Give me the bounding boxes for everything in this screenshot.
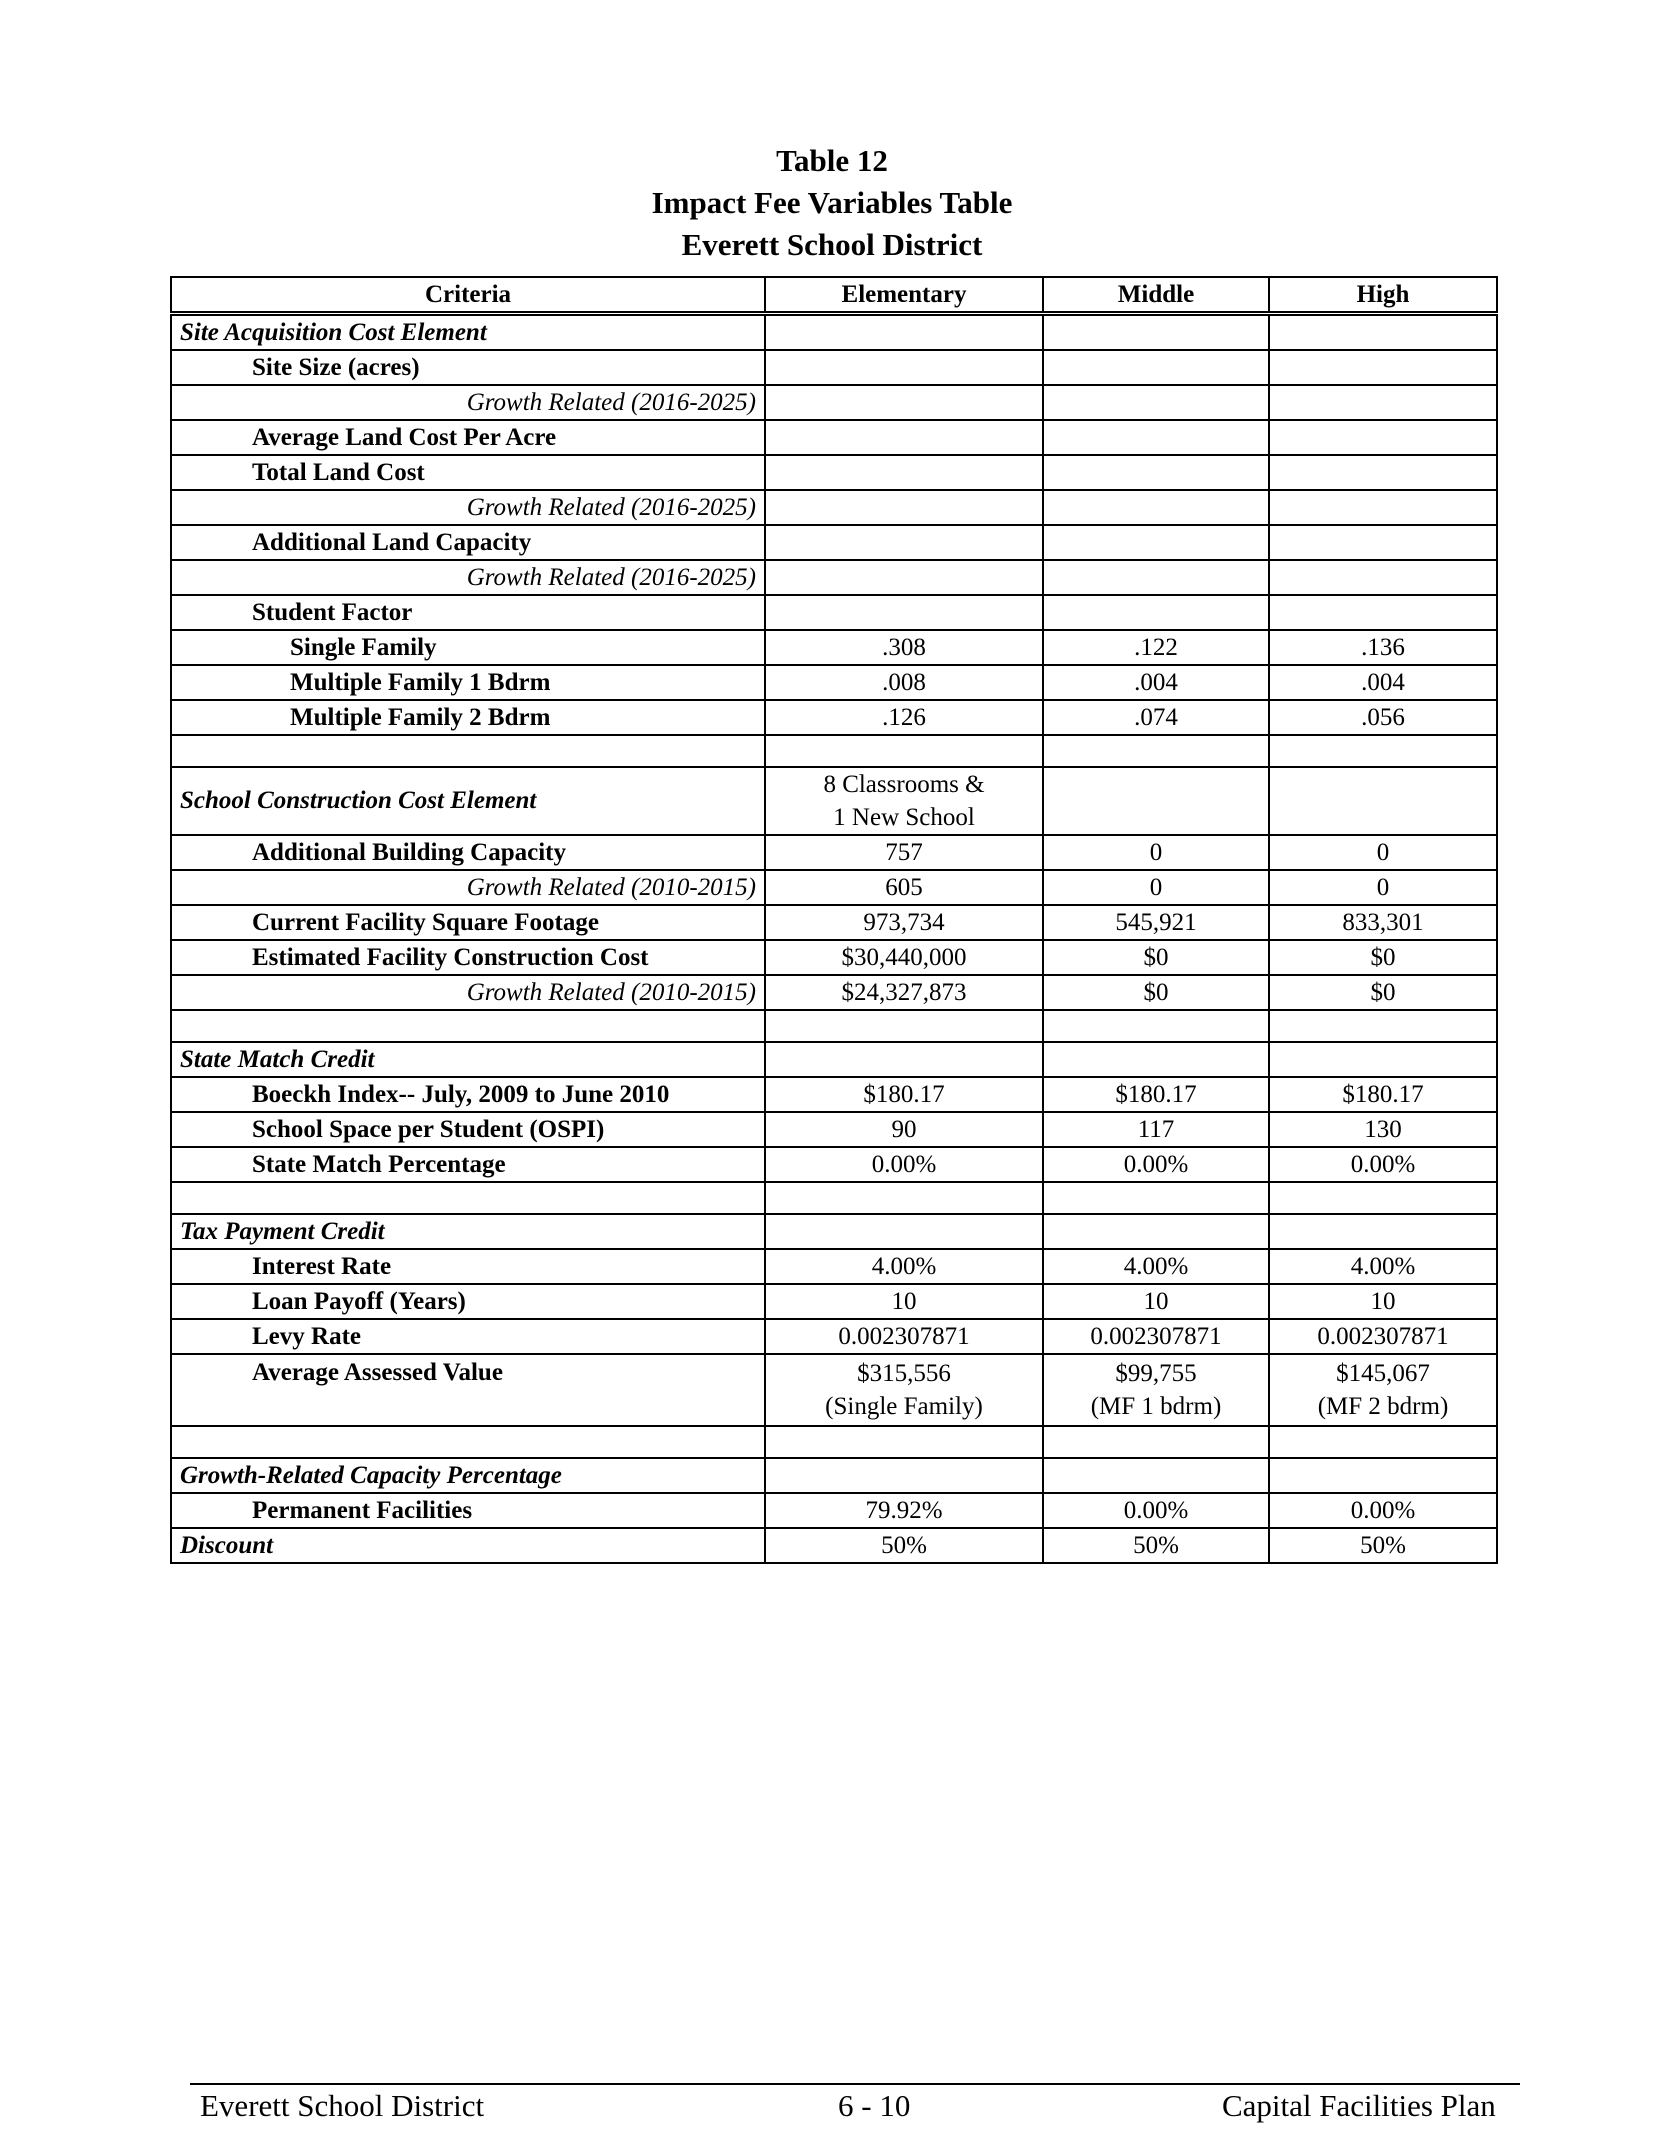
- cell-middle: 0.00%: [1043, 1493, 1269, 1528]
- cell-high: 0: [1269, 835, 1497, 870]
- cell-middle: 117: [1043, 1112, 1269, 1147]
- spacer-row: [171, 1010, 1497, 1042]
- table-row: [171, 1042, 1497, 1077]
- cell-high: 0: [1269, 870, 1497, 905]
- cell-high: [1269, 1354, 1497, 1426]
- cell-elementary: 50%: [765, 1528, 1043, 1563]
- title-block: [0, 140, 1664, 266]
- row-label: Additional Building Capacity: [171, 835, 765, 870]
- cell-high: .136: [1269, 630, 1497, 665]
- section-state-match: State Match Credit: [171, 1042, 765, 1077]
- header-elementary: Elementary: [765, 277, 1043, 314]
- row-label: Interest Rate: [171, 1249, 765, 1284]
- row-label: Current Facility Square Footage: [171, 905, 765, 940]
- row-label: Levy Rate: [171, 1319, 765, 1354]
- cell-elementary: $24,327,873: [765, 975, 1043, 1010]
- cell-elementary: 605: [765, 870, 1043, 905]
- table-row: [171, 420, 1497, 455]
- cell-middle: $0: [1043, 975, 1269, 1010]
- cell-high: 130: [1269, 1112, 1497, 1147]
- row-label: Boeckh Index-- July, 2009 to June 2010: [171, 1077, 765, 1112]
- cell-high: $0: [1269, 940, 1497, 975]
- footer-left: Everett School District: [200, 2088, 485, 2123]
- cell-elementary: 973,734: [765, 905, 1043, 940]
- cell-elementary: 0.002307871: [765, 1319, 1043, 1354]
- table-row: [171, 870, 1497, 905]
- table-row: [171, 767, 1497, 835]
- cell-elementary: 0.00%: [765, 1147, 1043, 1182]
- cell-high: $0: [1269, 975, 1497, 1010]
- section-growth-capacity: Growth-Related Capacity Percentage: [171, 1458, 765, 1493]
- impact-fee-table: [170, 276, 1496, 1564]
- table-row: [171, 700, 1497, 735]
- footer-right: Capital Facilities Plan: [1222, 2088, 1496, 2123]
- table-row: [171, 314, 1497, 351]
- cell-line: (MF 1 bdrm): [1090, 1393, 1222, 1420]
- table-row: [171, 1528, 1497, 1563]
- row-label: Loan Payoff (Years): [171, 1284, 765, 1319]
- table-row: [171, 1112, 1497, 1147]
- cell-elementary: $30,440,000: [765, 940, 1043, 975]
- row-label: Average Assessed Value: [171, 1354, 765, 1426]
- cell-line: (Single Family): [825, 1393, 983, 1420]
- section-school-construction: School Construction Cost Element: [171, 767, 765, 835]
- row-label: Estimated Facility Construction Cost: [171, 940, 765, 975]
- cell-elementary: .126: [765, 700, 1043, 735]
- table-row: [171, 560, 1497, 595]
- table-row: [171, 525, 1497, 560]
- row-label: School Space per Student (OSPI): [171, 1112, 765, 1147]
- page-number: 6 - 10: [838, 2088, 911, 2123]
- table-row: [171, 595, 1497, 630]
- footer-rule: [190, 2083, 1520, 2085]
- table-row: [171, 350, 1497, 385]
- table-row: [171, 385, 1497, 420]
- row-label: Multiple Family 1 Bdrm: [171, 665, 765, 700]
- cell-line: $315,556: [857, 1360, 951, 1387]
- spacer-row: [171, 735, 1497, 767]
- row-label: Permanent Facilities: [171, 1493, 765, 1528]
- cell-middle: 50%: [1043, 1528, 1269, 1563]
- cell-middle: 0.00%: [1043, 1147, 1269, 1182]
- cell-high: 4.00%: [1269, 1249, 1497, 1284]
- spacer-row: [171, 1426, 1497, 1458]
- row-label: Total Land Cost: [171, 455, 765, 490]
- row-label: Single Family: [171, 630, 765, 665]
- table-row: [171, 940, 1497, 975]
- cell-middle: 0.002307871: [1043, 1319, 1269, 1354]
- district-name: Everett School District: [681, 227, 983, 262]
- row-label: State Match Percentage: [171, 1147, 765, 1182]
- table-row: [171, 1147, 1497, 1182]
- header-row: [171, 277, 1497, 314]
- cell-high: $180.17: [1269, 1077, 1497, 1112]
- cell-middle: [1043, 1354, 1269, 1426]
- cell-elementary: 757: [765, 835, 1043, 870]
- cell-high: 0.00%: [1269, 1147, 1497, 1182]
- section-tax-payment: Tax Payment Credit: [171, 1214, 765, 1249]
- row-label: Growth Related (2016-2025): [171, 385, 765, 420]
- cell-middle: 10: [1043, 1284, 1269, 1319]
- cell-middle: 0: [1043, 870, 1269, 905]
- table-row: [171, 1214, 1497, 1249]
- cell-elementary: [765, 767, 1043, 835]
- section-site-acquisition: Site Acquisition Cost Element: [171, 314, 765, 351]
- row-label: Multiple Family 2 Bdrm: [171, 700, 765, 735]
- table-row: [171, 1249, 1497, 1284]
- header-criteria: Criteria: [171, 277, 765, 314]
- cell-middle: .122: [1043, 630, 1269, 665]
- cell-elementary: [765, 1354, 1043, 1426]
- section-discount: Discount: [171, 1528, 765, 1563]
- cell-high: .056: [1269, 700, 1497, 735]
- cell-middle: $0: [1043, 940, 1269, 975]
- cell-middle: 4.00%: [1043, 1249, 1269, 1284]
- cell-high: 0.00%: [1269, 1493, 1497, 1528]
- table-row: [171, 665, 1497, 700]
- row-label: Growth Related (2016-2025): [171, 490, 765, 525]
- row-label: Growth Related (2010-2015): [171, 870, 765, 905]
- table-row: [171, 1458, 1497, 1493]
- cell-elementary: .308: [765, 630, 1043, 665]
- table-number: Table 12: [776, 143, 888, 178]
- cell-elementary: 79.92%: [765, 1493, 1043, 1528]
- cell-elementary: .008: [765, 665, 1043, 700]
- table-row: [171, 1284, 1497, 1319]
- cell-high: 0.002307871: [1269, 1319, 1497, 1354]
- cell-middle: $180.17: [1043, 1077, 1269, 1112]
- table-row: [171, 490, 1497, 525]
- cell-elementary: 90: [765, 1112, 1043, 1147]
- table-row: [171, 455, 1497, 490]
- cell-line: $145,067: [1336, 1360, 1430, 1387]
- cell-high: 10: [1269, 1284, 1497, 1319]
- cell-elementary: 10: [765, 1284, 1043, 1319]
- cell-high: 833,301: [1269, 905, 1497, 940]
- cell-line: (MF 2 bdrm): [1317, 1393, 1449, 1420]
- table-row: [171, 1493, 1497, 1528]
- cell-line: $99,755: [1115, 1360, 1197, 1387]
- table-title: Impact Fee Variables Table: [651, 185, 1013, 220]
- row-label: Additional Land Capacity: [171, 525, 765, 560]
- row-label: Student Factor: [171, 595, 765, 630]
- cell-middle: .004: [1043, 665, 1269, 700]
- cell-elementary: 4.00%: [765, 1249, 1043, 1284]
- cell-middle: 545,921: [1043, 905, 1269, 940]
- table-row: [171, 1077, 1497, 1112]
- header-high: High: [1269, 277, 1497, 314]
- cell-middle: .074: [1043, 700, 1269, 735]
- header-middle: Middle: [1043, 277, 1269, 314]
- table-row: [171, 630, 1497, 665]
- cell-line: 1 New School: [833, 804, 975, 831]
- table-row: [171, 905, 1497, 940]
- row-label: Average Land Cost Per Acre: [171, 420, 765, 455]
- cell-line: 8 Classrooms &: [823, 771, 985, 798]
- row-label: Growth Related (2010-2015): [171, 975, 765, 1010]
- table-row: [171, 1354, 1497, 1426]
- cell-high: .004: [1269, 665, 1497, 700]
- cell-middle: 0: [1043, 835, 1269, 870]
- cell-high: 50%: [1269, 1528, 1497, 1563]
- table-row: [171, 835, 1497, 870]
- row-label: Growth Related (2016-2025): [171, 560, 765, 595]
- row-label: Site Size (acres): [171, 350, 765, 385]
- table-row: [171, 975, 1497, 1010]
- cell-elementary: $180.17: [765, 1077, 1043, 1112]
- table-row: [171, 1319, 1497, 1354]
- spacer-row: [171, 1182, 1497, 1214]
